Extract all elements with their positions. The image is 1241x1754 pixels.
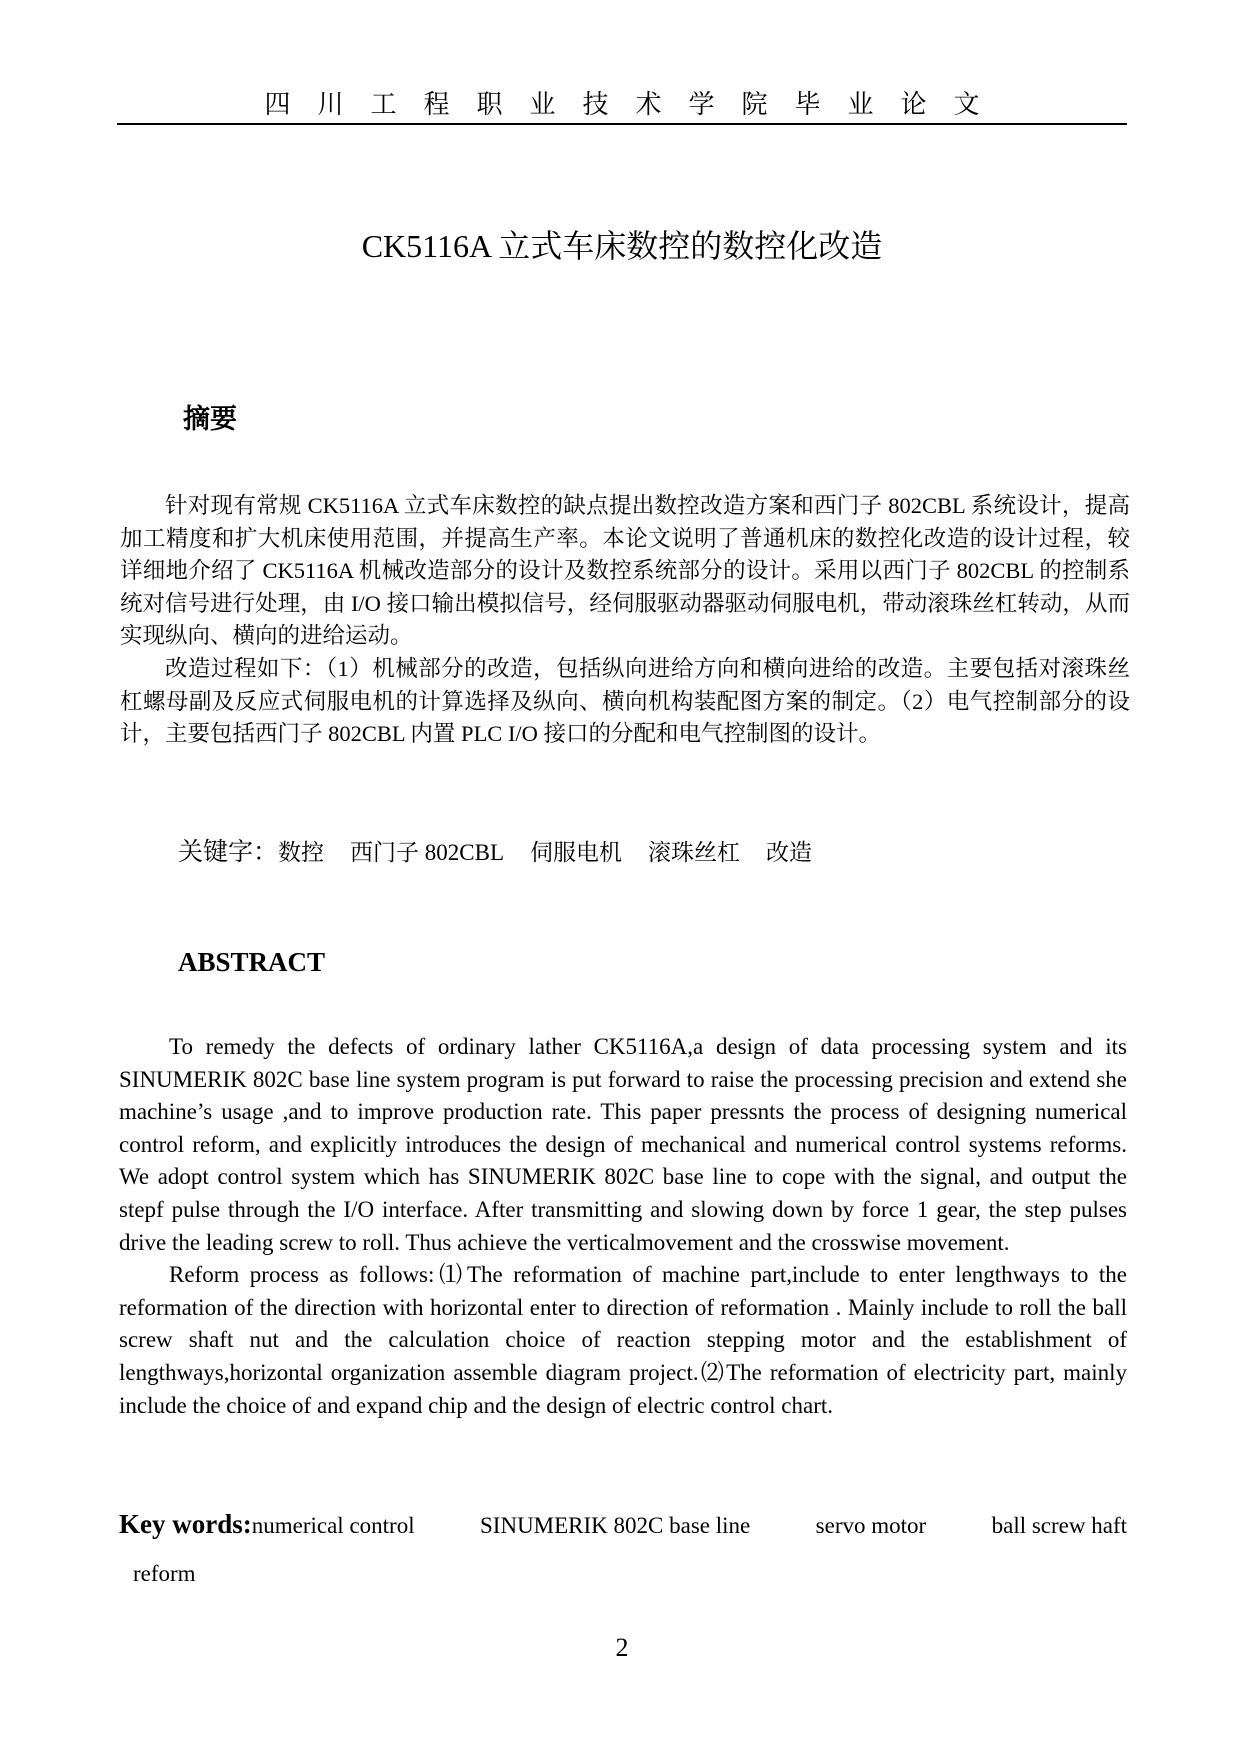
abstract-cn-heading: 摘要: [183, 404, 237, 435]
keyword-en: reform: [133, 1561, 196, 1586]
keywords-en: [119, 1500, 1127, 1598]
keyword-cn: 数控: [278, 840, 325, 865]
keyword-cn: 伺服电机: [530, 840, 622, 865]
abstract-en-paragraph: To remedy the defects of ordinary lather CK5116A,a design of data processing system and its SINUMERIK 802C base line system program is put forward to raise the processing precision and extend she machine’s usage ,and to improve production rate. This paper pressnts the process of designing numerical control reform, and explicitly introduces the design of mechanical and numerical control systems reforms. We adopt control system which has SINUMERIK 802C base line to cope with the signal, and output the stepf pulse through the I/O interface. After transmitting and slowing down by force 1 gear, the step pulses drive the leading screw to roll. Thus achieve the verticalmovement and the crosswise movement.: [119, 1034, 1127, 1255]
keywords-en-first: [119, 1500, 415, 1550]
abstract-en-body: [119, 1031, 1127, 1422]
keywords-en-row: [119, 1550, 1127, 1598]
keyword-en: servo motor: [815, 1513, 927, 1538]
running-header: 四川工程职业技术学院毕业论文: [264, 90, 1007, 119]
page-number: 2: [615, 1633, 629, 1662]
header-rule: [117, 123, 1127, 125]
abstract-cn-paragraph: 改造过程如下：（1）机械部分的改造，包括纵向进给方向和横向进给的改造。主要包括对滚珠丝杠螺母副及反应式伺服电机的计算选择及纵向、横向机构装配图方案的制定。（2）电气控制部分的设计，主要包括西门子 802CBL 内置 PLC I/O 接口的分配和电气控制图的设计。: [120, 655, 1130, 747]
paper-title: CK5116A 立式车床数控的数控化改造: [361, 228, 883, 264]
keywords-cn-label: 关键字：: [178, 837, 279, 866]
keywords-en-row: [119, 1500, 1127, 1550]
keyword-en: SINUMERIK 802C base line: [480, 1513, 751, 1538]
keyword-cn: 西门子 802CBL: [350, 840, 504, 865]
abstract-cn-paragraph: 针对现有常规 CK5116A 立式车床数控的缺点提出数控改造方案和西门子 802CBL 系统设计，提高加工精度和扩大机床使用范围，并提高生产率。本论文说明了普通机床的数控化改造的设计过程，较详细地介绍了 CK5116A 机械改造部分的设计及数控系统部分的设计。采用以西门子 802CBL 的控制系统对信号进行处理，由 I/O 接口输出模拟信号，经伺服驱动器驱动伺服电机，带动滚珠丝杠转动，从而实现纵向、横向的进给运动。: [120, 493, 1130, 649]
keyword-en: numerical control: [251, 1513, 415, 1538]
keywords-en-label: Key words:: [119, 1509, 252, 1539]
abstract-en-paragraph: Reform process as follows:⑴The reformation of machine part,include to enter lengthways to the reformation of the direction with horizontal enter to direction of reformation . Mainly include to roll the ball screw shaft nut and the calculation choice of reaction stepping motor and the establishment of lengthways,horizontal organization assemble diagram project.⑵The reformation of electricity part, mainly include the choice of and expand chip and the design of electric control chart.: [119, 1262, 1127, 1418]
keywords-cn: [178, 834, 838, 871]
abstract-cn-body: [120, 490, 1130, 751]
abstract-en-heading: ABSTRACT: [178, 947, 326, 977]
keyword-cn: 滚珠丝杠: [648, 840, 740, 865]
keyword-cn: 改造: [766, 840, 812, 865]
keyword-en: ball screw haft: [991, 1513, 1127, 1538]
